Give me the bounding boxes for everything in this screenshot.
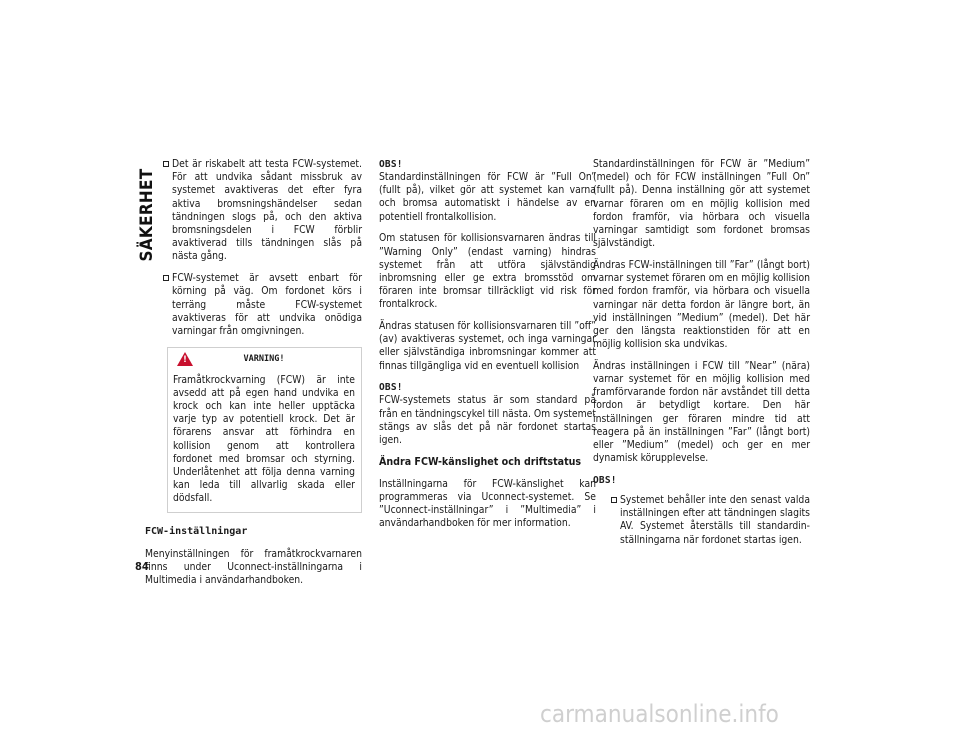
warning-header: ! VARNING! xyxy=(173,352,355,370)
paragraph: Standardinställningen för FCW är ”Medium” (medel) och för FCW inställningen ”Full On” (fullt på). Denna inställning gör att systemet varnar föraren om en möjlig kollision med fordon framför, via hörbara och visuella varningar samtidigt som fordonet bromsas självständigt. xyxy=(593,158,810,250)
note-label: OBS! xyxy=(593,474,617,486)
list-item xyxy=(145,272,362,338)
bullet-text: FCW-systemet är avsett enbart för körning på väg. Om fordonet körs i terräng måste FCW-systemet avaktiveras för att undvika onödiga varningar från omgivningen. xyxy=(172,272,362,337)
section-heading: Ändra FCW-känslighet och driftstatus xyxy=(379,455,582,468)
section-tab-label: SÄKERHET xyxy=(137,168,157,262)
page-number: 84 xyxy=(135,560,149,573)
bullet-square-icon xyxy=(163,161,169,167)
section-heading: FCW-inställningar xyxy=(145,525,248,537)
warning-title: VARNING! xyxy=(243,353,285,364)
note-label: OBS! xyxy=(379,382,403,394)
watermark: carmanualsonline.info xyxy=(540,700,779,728)
paragraph: Ändras statusen för kollisionsvarnaren till ”off” (av) avaktiveras systemet, och inga varningar eller självständiga inbromsningar kommer att finnas tillgängliga vid en eventuell kollision xyxy=(379,320,596,372)
column-2 xyxy=(379,158,596,539)
note-block xyxy=(379,381,596,447)
bullet-text: Systemet behåller inte den senast valda inställningen efter att tändningen slagits AV. Systemet återställs till standardinställningarna när fordonet startas igen. xyxy=(620,493,810,546)
list-item xyxy=(593,494,810,547)
note-block xyxy=(379,158,596,224)
bullet-square-icon xyxy=(163,275,169,281)
list-item xyxy=(145,158,362,264)
paragraph: Om statusen för kollisionsvarnaren ändras till ”Warning Only” (endast varning) hindras systemet från att utföra självständig inbromsning eller ge extra bromsstöd om föraren inte bromsar tillräckligt vid risk för frontalkrock. xyxy=(379,232,596,311)
note-label: OBS! xyxy=(379,159,403,170)
paragraph: Menyinställningen för framåtkrockvarnaren finns under Uconnect-inställningarna i Multimedia i användarhandboken. xyxy=(145,547,362,587)
note-text: FCW-systemets status är som standard på från en tändningscykel till nästa. Om systemet stängs av slås det på när fordonet startas igen. xyxy=(379,394,596,446)
paragraph: Ändras FCW-inställningen till ”Far” (långt bort) varnar systemet föraren om en möjlig kollision med fordon framför, via hörbara och visuella varningar när detta fordon är längre bort, än vid inställningen ”Medium” (medel). Det här ger den längsta reaktionstiden för att en möjlig kollision ska undvikas. xyxy=(593,258,810,351)
warning-text: Framåtkrockvarning (FCW) är inte avsedd att på egen hand undvika en krock och kan inte heller upptäcka varje typ av potentiell krock. Det är förarens ansvar att förhindra en kollision genom att kontrollera fordonet med bromsar och styrning. Underlåtenhet att följa denna varning kan leda till allvarlig skada eller dödsfall. xyxy=(173,373,355,505)
column-1 xyxy=(145,158,362,596)
paragraph: Inställningarna för FCW-känslighet kan programmeras via Uconnect-systemet. Se ”Uconnect-inställningar” i ”Multimedia” i användarhandboken för mer information. xyxy=(379,477,596,530)
column-3 xyxy=(593,158,810,555)
bullet-square-icon xyxy=(611,497,617,503)
bullet-text: Det är riskabelt att testa FCW-systemet. För att undvika sådant missbruk av systemet avaktiveras det efter fyra aktiva bromsningshändelser sedan tändningen slogs på, och den aktiva bromsningsdelen i FCW förblir avaktiverad tills tändningen slås på nästa gång. xyxy=(172,158,362,263)
warning-box xyxy=(167,347,362,513)
note-text: Standardinställningen för FCW är ”Full On” (fullt på), vilket gör att systemet kan varna och bromsa automatiskt i händelse av en potentiell frontalkollision. xyxy=(379,171,596,223)
paragraph: Ändras inställningen i FCW till ”Near” (nära) varnar systemet för en möjlig kollision med framförvarande fordon när avståndet till detta fordon är betydligt kortare. Den här inställningen ger föraren mindre tid att reagera på än inställningen ”Far” (långt bort) eller ”Medium” (medel) och ger en mer dynamisk körupplevelse. xyxy=(593,359,810,465)
